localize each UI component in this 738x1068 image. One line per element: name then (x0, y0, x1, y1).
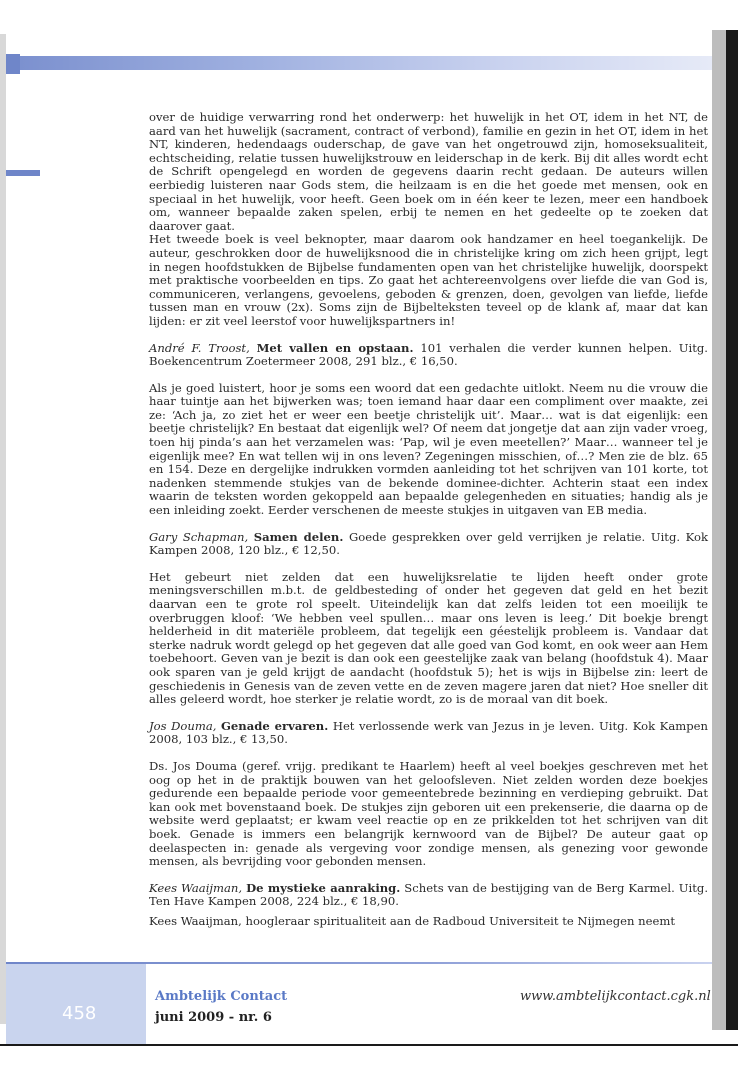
scan-bottom-margin (0, 1046, 738, 1068)
scan-top-margin (0, 0, 738, 34)
review-title: Met vallen en opstaan. (256, 340, 414, 355)
review-info: Schets van de bestijging van de Berg Karmel. Uitg. Ten Have Kampen 2008, 224 blz., € 18,90. (149, 880, 709, 909)
review-author: Gary Schapman, (149, 529, 249, 544)
review-info: 101 verhalen die verder kunnen helpen. Uitg. Boekencentrum Zoetermeer 2008, 291 blz., € 16,50. (149, 340, 708, 369)
page-number: 458 (62, 1003, 97, 1024)
issue-label: juni 2009 - nr. 6 (155, 1010, 272, 1025)
review-title: Genade ervaren. (221, 718, 329, 733)
review-text: Kees Waaijman, hoogleraar spiritualiteit aan de Radboud Universiteit te Nijmegen neemt (149, 913, 676, 928)
review-author: Jos Douma, (149, 718, 217, 733)
scan-right-shadow (712, 30, 726, 1030)
header-left-accent (6, 54, 20, 74)
magazine-name: Ambtelijk Contact (155, 989, 288, 1004)
review-heading (149, 531, 708, 558)
scan-right-edge (726, 30, 738, 1030)
website-url: www.ambtelijkcontact.cgk.nl (520, 989, 711, 1004)
paragraph: Het tweede boek is veel beknopter, maar daarom ook handzamer en heel toegankelijk. De auteur, geschrokken door de huwelijksnood die in christelijke kring om zich heen grijpt, legt in negen hoofdstukken de Bijbelse fundamenten open van het christelijke huwelijk, doorspekt met praktische voorbeelden en tips. Zo gaat het achtereenvolgens over liefde die van God is, communiceren, verlangens, gevoelens, geboden & grenzen, doen, gevolgen van liefde, liefde tussen man en vrouw (2x). Soms zijn de Bijbelteksten teveel op de klank af, maar dat kan lijden: er zit veel leerstof voor huwelijkspartners in! (149, 232, 708, 328)
review-heading (149, 342, 708, 369)
review-heading (149, 720, 708, 747)
review-title: Samen delen. (253, 529, 344, 544)
margin-marker (6, 170, 40, 176)
review-info: Goede gesprekken over geld verrijken je relatie. Uitg. Kok Kampen 2008, 120 blz., € 12,50. (149, 529, 709, 558)
header-color-band (6, 56, 712, 70)
review-text: Als je goed luistert, hoor je soms een woord dat een gedachte uitlokt. Neem nu die vrouw die haar tuintje aan het bijwerken was; toen iemand haar daar een compliment over maakte, zei ze: ‘Ach ja, zo ziet het er weer een beetje christelijk uit’. Maar… wat is dat eigenlijk: een beetje christelijk? En bestaat dat eigenlijk wel? Of neem dat jongetje dat aan zijn vader vroeg, toen hij pinda’s aan het verzamelen was: ‘Pap, wil je even meetellen?’ Maar… wanneer tel je eigenlijk mee? En wat tellen wij in ons leven? Zegeningen misschien, of…? Men zie de blz. 65 en 154. Deze en dergelijke indrukken vormden aanleiding tot het schrijven van 101 korte, tot nadenken stemmende stukjes van de bekende dominee-dichter. Achterin staat een index waarin de teksten worden gekoppeld aan bepaalde gelegenheden en situaties; handig als je een inleiding zoekt. Eerder verschenen de meeste stukjes in uitgaven van EB media. (149, 380, 708, 518)
review-title: De mystieke aanraking. (246, 880, 401, 895)
review-heading (149, 882, 708, 909)
scan-left-edge (0, 34, 6, 1024)
review-author: Kees Waaijman, (149, 880, 243, 895)
review-author: André F. Troost, (149, 340, 250, 355)
review-text: Het gebeurt niet zelden dat een huwelijksrelatie te lijden heeft onder grote meningsverschillen m.b.t. de geldbesteding of onder het gegeven dat geld en het bezit daarvan een te grote rol speelt. Uiteindelijk kan dat zelfs leiden tot een moeilijk te overbruggen kloof: ‘We hebben veel spullen… maar ons leven is leeg.’ Dit boekje brengt helderheid in dit materiële probleem, dat tegelijk een géestelijk probleem is. Vandaar dat sterke nadruk wordt gelegd op het gegeven dat alle goed van God komt, en ook weer aan Hem toebehoort. Geven van je bezit is dan ook een geestelijke zaak van belang (hoofdstuk 4). Maar ook sparen van je geld krijgt de aandacht (hoofdstuk 5); het is wijs in Bijbelse zin: leert de geschiedenis in Genesis van de zeven vette en de zeven magere jaren dat niet? Hoe sneller dit alles geleerd wordt, hoe sterker je relatie wordt, zo is de moraal van dit boek. (149, 569, 708, 707)
article-body (149, 111, 708, 928)
review-text: Ds. Jos Douma (geref. vrijg. predikant te Haarlem) heeft al veel boekjes geschreven met het oog op het in de praktijk bouwen van het geloofsleven. Niet zelden worden deze boekjes gedurende een bepaalde periode voor gemeentebrede bezinning en verdieping gebruikt. Dat kan ook met bovenstaand boek. De stukjes zijn geboren uit een prekenserie, die daarna op de website werd geplaatst; er kwam veel reactie op en ze prikkelden tot het schrijven van dit boek. Genade is immers een belangrijk kernwoord van de Bijbel? De auteur gaat op deelaspecten in: genade als vergeving voor zondige mensen, als genezing voor gewonde mensen, als bevrijding voor gebonden mensen. (149, 758, 708, 869)
paragraph: over de huidige verwarring rond het onderwerp: het huwelijk in het OT, idem in het NT, de aard van het huwelijk (sacrament, contract of verbond), familie en gezin in het OT, idem in het NT, kinderen, hedendaags ouderschap, de gave van het ongetrouwd zijn, homoseksualiteit, echtscheiding, relatie tussen huwelijkstrouw en leiderschap in de kerk. Bij dit alles wordt echt de Schrift opengelegd en worden de gegevens daarin recht gedaan. De auteurs willen eerbiedig luisteren naar Gods stem, die heilzaam is en die het goede met mensen, ook en speciaal in het huwelijk, voor heeft. Geen boek om in één keer te lezen, meer een handboek om, wanneer bepaalde zaken spelen, erbij te nemen en het gedeelte op te zoeken dat daarover gaat. (149, 110, 708, 233)
review-info: Het verlossende werk van Jezus in je leven. Uitg. Kok Kampen 2008, 103 blz., € 13,50. (149, 718, 708, 747)
